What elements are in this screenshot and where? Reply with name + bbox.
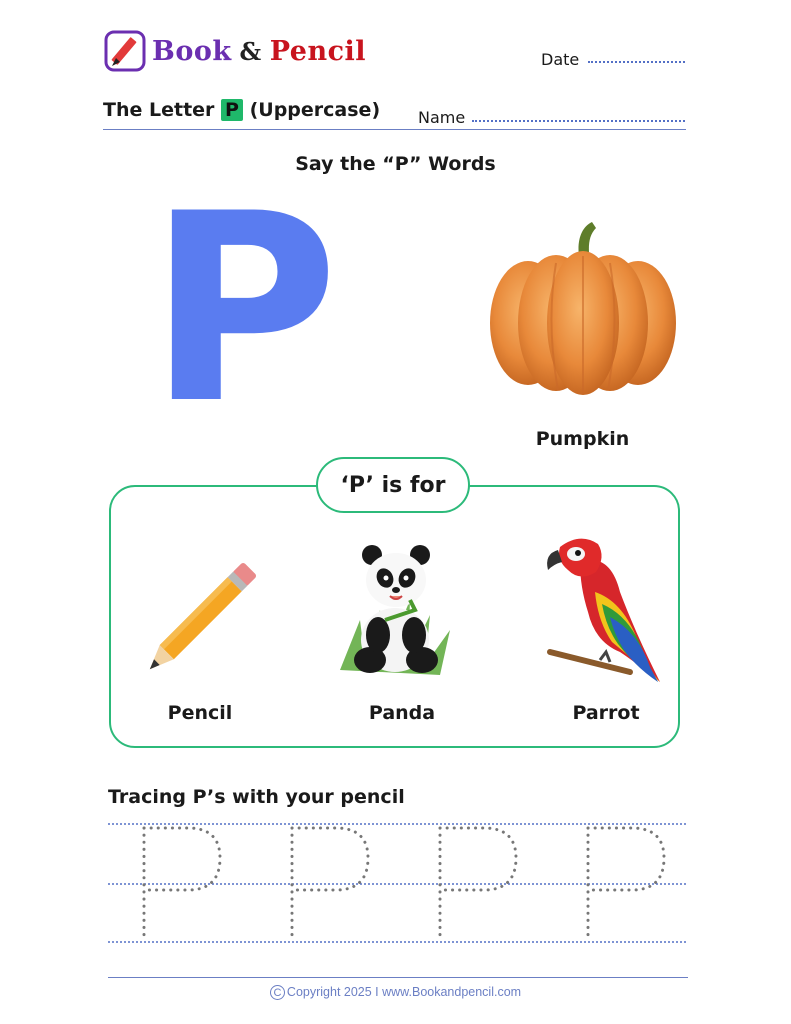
brand-pencil: Pencil [269,36,367,67]
parrot-icon [540,532,670,687]
date-field[interactable] [588,61,685,63]
tracing-area[interactable] [108,818,686,948]
panda-icon [330,540,460,680]
parrot-label: Parrot [572,702,640,724]
copyright-icon: C [270,985,285,1000]
footer [0,985,791,1000]
header-divider [103,129,686,130]
say-words-heading: Say the “P” Words [295,153,496,175]
brand-logo [152,36,366,67]
date-label: Date [541,50,580,69]
pencil-label: Pencil [167,702,233,724]
pumpkin-label: Pumpkin [535,428,630,450]
title-suffix: (Uppercase) [249,99,381,121]
title-prefix: The Letter [103,99,215,121]
page-title [103,99,380,121]
logo-pencil-icon [104,30,146,72]
title-letter-badge: P [221,99,243,121]
name-field[interactable] [472,120,685,122]
pencil-icon [135,556,265,682]
tracing-heading: Tracing P’s with your pencil [108,786,405,808]
name-label: Name [418,108,466,127]
brand-ampersand: & [239,37,262,66]
big-letter-p: P [148,159,339,461]
pumpkin-icon [488,218,678,398]
footer-divider [108,977,688,978]
brand-book: Book [152,36,232,67]
panda-label: Panda [368,702,436,724]
footer-text: Copyright 2025 I www.Bookandpencil.com [286,985,522,999]
p-is-for-tab: ‘P’ is for [316,457,470,513]
